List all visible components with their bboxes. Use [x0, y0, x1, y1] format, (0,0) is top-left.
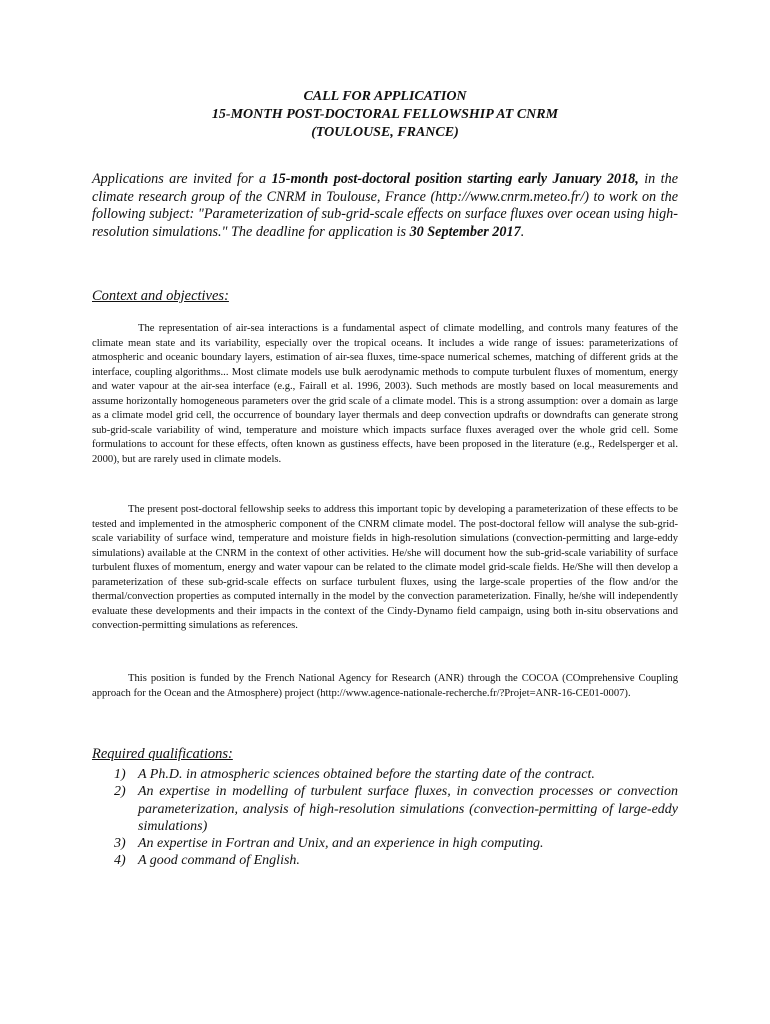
list-item-text: An expertise in modelling of turbulent surface fluxes, in convection processes or convection parameterization, analysis of high-resolution simulations (convection-permitting of large-eddy simulations) [138, 784, 678, 834]
context-paragraph-2: The present post-doctoral fellowship seeks to address this important topic by developing a parameterization of these effects to be tested and implemented in the atmospheric component of the CNRM climate model. The post-doctoral fellow will analyse the sub-grid-scale variability of surface wind, temperature and moisture fields in high-resolution simulations (convection-permitting and large-eddy simulations) available at the CNRM in the context of other activities. He/she will document how the sub-grid-scale variability of surface turbulent fluxes of momentum, energy and water vapour can be related to the climate model grid-scale fields. He/She will then develop a parameterization of these sub-grid-scale effects on surface turbulent fluxes, using the large-scale properties of the flow and/or the thermal/convection properties as computed internally in the model by the convection parameterization. Finally, he/she will independently evaluate these developments and their impacts in the context of the Cindy-Dynamo field campaign, using both in-situ observations and convection-permitting simulations as references. [92, 504, 678, 631]
list-item-text: An expertise in Fortran and Unix, and an experience in high computing. [138, 836, 544, 852]
intro-deadline-highlight: 30 September 2017 [409, 223, 521, 240]
intro-text-3: . [520, 223, 525, 240]
list-item-text: A Ph.D. in atmospheric sciences obtained before the starting date of the contract. [138, 767, 595, 782]
title-block [0, 88, 770, 142]
title-line-3: (TOULOUSE, FRANCE) [311, 125, 459, 140]
qualifications-list [92, 766, 678, 870]
intro-paragraph [92, 171, 678, 241]
list-item-number: 4) [114, 853, 126, 869]
list-item [92, 783, 678, 835]
qualifications-heading: Required qualifications: [92, 746, 233, 762]
title-line-1: CALL FOR APPLICATION [303, 89, 467, 104]
context-heading: Context and objectives: [92, 288, 229, 304]
intro-text-2: in the climate research group of the CNRM in Toulouse, France (http://www.cnrm.meteo.fr/) to work on the following subject: "Parameterization of sub-grid-scale effects on surface fluxes over ocean using high-resolution simulations." The deadline for application is [92, 171, 678, 240]
list-item-text: A good command of English. [138, 853, 300, 869]
intro-position-highlight: 15-month post-doctoral position starting early January 2018, [271, 171, 639, 187]
list-item-number: 1) [114, 767, 126, 782]
context-paragraph-1: The representation of air-sea interactions is a fundamental aspect of climate modelling, and controls many features of the climate mean state and its variability, especially over the tropical oceans. It includes a wide range of issues: parameterizations of atmospheric and oceanic boundary layers, estimation of air-sea fluxes, time-space numerical schemes, matching of different grids at the interface, coupling algorithms... Most climate models use bulk aerodynamic methods to compute turbulent fluxes of momentum, energy and water vapour at the air-sea interface (e.g., Fairall et al. 1996, 2003). Such methods are mostly based on local measurements and assume horizontally homogeneous parameters over the grid scale of a climate model. This is a strong assumption: over a domain as large as a climate model grid cell, the occurrence of boundary layer thermals and deep convection updrafts or downdrafts can generate strong sub-grid-scale variability of wind, temperature and moisture which impacts surface fluxes averaged over the whole grid cell. Some formulations to account for these effects, often known as gustiness effects, have been proposed in the literature (e.g., Redelsperger et al. 2000), but are rarely used in climate models. [92, 323, 678, 465]
list-item-number: 3) [114, 836, 126, 852]
list-item [92, 852, 678, 869]
intro-text-1: Applications are invited for a [92, 171, 272, 187]
list-item-number: 2) [114, 784, 126, 800]
context-paragraph-3: This position is funded by the French National Agency for Research (ANR) through the COCOA (COmprehensive Coupling approach for the Ocean and the Atmosphere) project (http://www.agence-nationale-recherche.fr/?Projet=ANR-16-CE01-0007). [92, 673, 678, 699]
title-line-2: 15-MONTH POST-DOCTORAL FELLOWSHIP AT CNRM [211, 107, 559, 122]
list-item [92, 835, 678, 852]
list-item [92, 766, 678, 783]
